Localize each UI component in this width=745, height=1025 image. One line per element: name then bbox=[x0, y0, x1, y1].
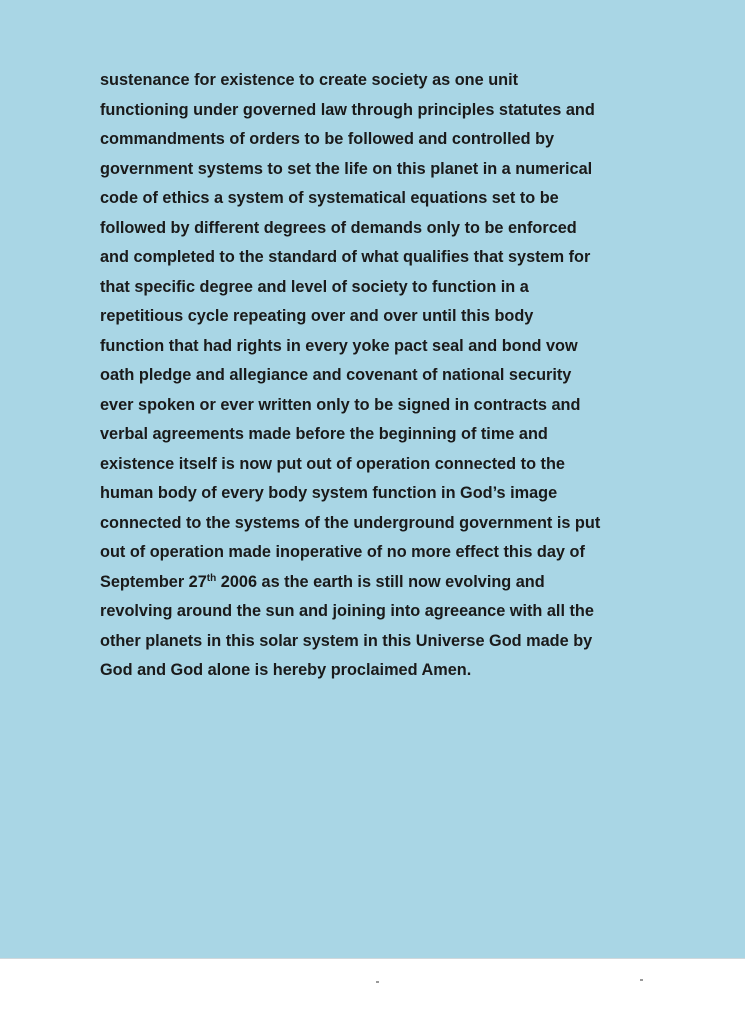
text-line: functioning under governed law through principles statutes and bbox=[100, 100, 595, 119]
text-line: code of ethics a system of systematical equations set to be bbox=[100, 189, 559, 207]
text-line: existence itself is now put out of operation connected to the bbox=[100, 454, 565, 473]
scan-speck bbox=[376, 981, 379, 983]
text-line: that specific degree and level of society to function in a bbox=[100, 277, 529, 296]
text-line: commandments of orders to be followed and controlled by bbox=[100, 130, 555, 148]
scan-background-strip bbox=[0, 958, 745, 1025]
text-line: function that had rights in every yoke pact seal and bond vow bbox=[100, 336, 578, 355]
text-line: connected to the systems of the underground government is put bbox=[100, 513, 601, 532]
text-line: verbal agreements made before the beginning of time and bbox=[100, 425, 548, 443]
text-line: revolving around the sun and joining into agreeance with all the bbox=[100, 602, 594, 620]
text-line: other planets in this solar system in this Universe God made by bbox=[100, 631, 593, 650]
text-line: God and God alone is hereby proclaimed Amen. bbox=[100, 661, 472, 679]
text-line: and completed to the standard of what qualifies that system for bbox=[100, 248, 591, 266]
text-line: oath pledge and allegiance and covenant of national security bbox=[100, 366, 572, 384]
text-line: government systems to set the life on this planet in a numerical bbox=[100, 159, 593, 178]
text-line: human body of every body system function in God’s image bbox=[100, 484, 558, 502]
date-line bbox=[100, 568, 640, 598]
text-line: followed by different degrees of demands only to be enforced bbox=[100, 218, 577, 237]
text-line: sustenance for existence to create society as one unit bbox=[100, 71, 519, 89]
date-line-start: September 27 bbox=[100, 572, 207, 591]
text-line: ever spoken or ever written only to be signed in contracts and bbox=[100, 395, 581, 414]
scan-speck bbox=[640, 979, 643, 981]
text-line: repetitious cycle repeating over and over until this body bbox=[100, 307, 534, 325]
text-line: out of operation made inoperative of no more effect this day of bbox=[100, 543, 585, 561]
ordinal-superscript: th bbox=[206, 572, 217, 584]
body-text bbox=[100, 66, 640, 686]
date-line-end: 2006 as the earth is still now evolving and bbox=[216, 572, 545, 591]
